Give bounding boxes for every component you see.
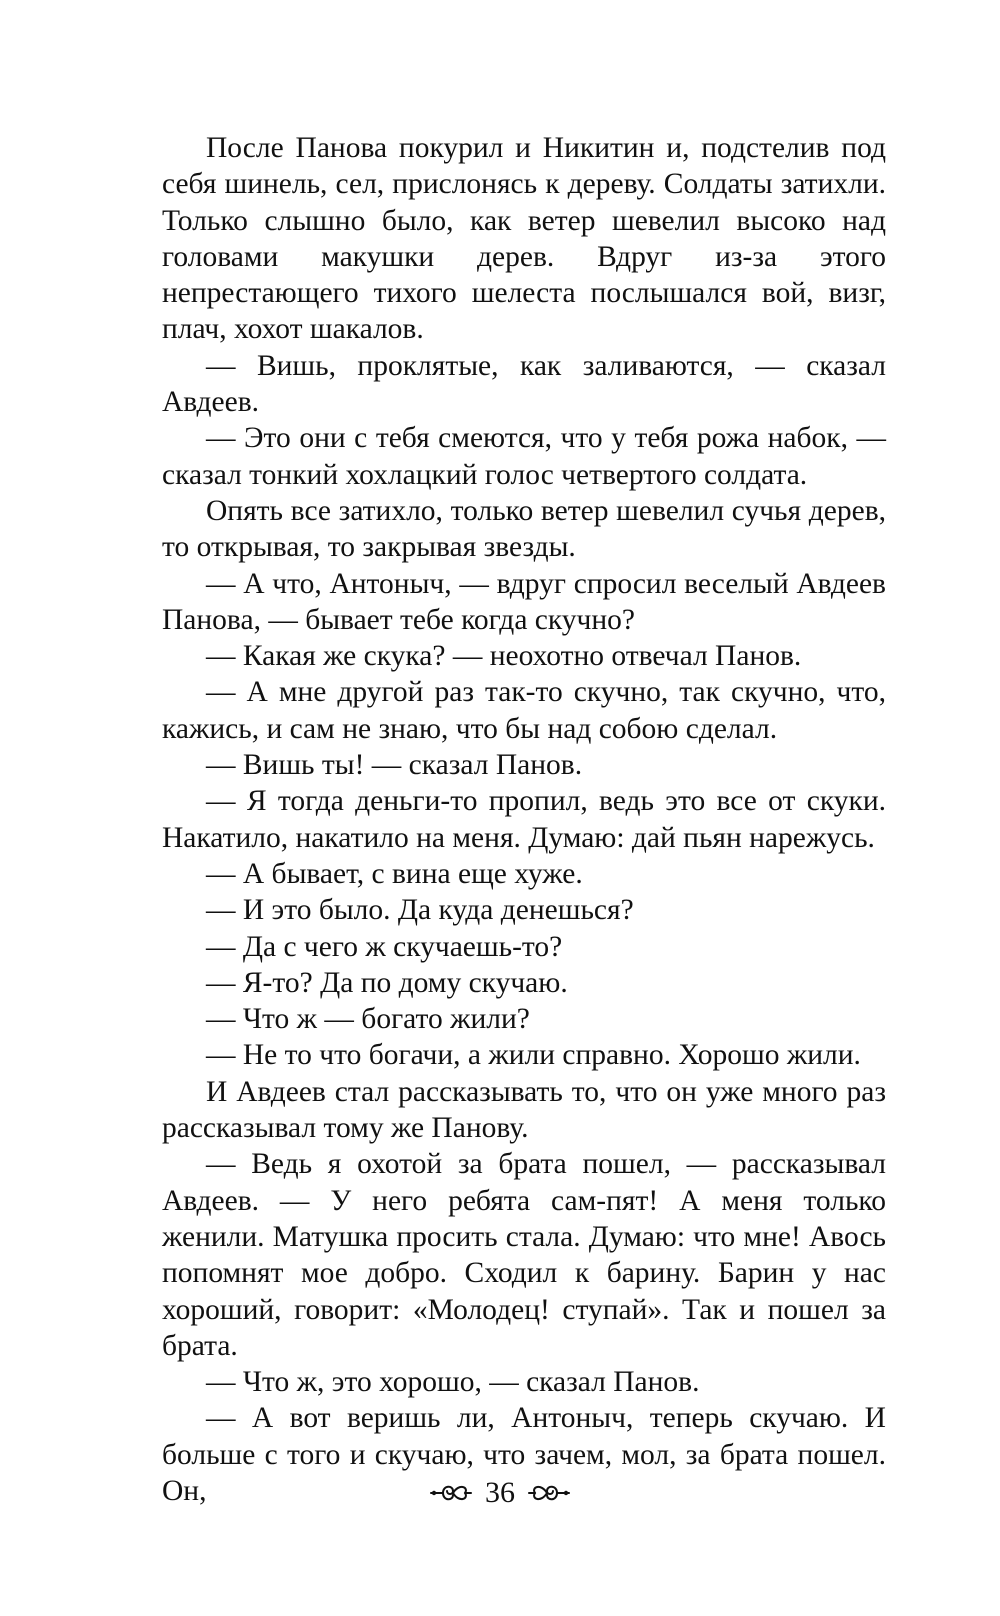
paragraph: — Ведь я охотой за брата пошел, — рассказывал Авдеев. — У него ребята сам-пят! А меня только женили. Матушка просить стала. Думаю: что мне! Авось попомнят мое добро. Сходил к барину. Барин у нас хороший, говорит: «Молодец! ступай». Так и пошел за брата. bbox=[162, 1148, 886, 1362]
paragraph: — А бывает, с вина еще хуже. bbox=[206, 857, 583, 890]
page-footer bbox=[0, 1473, 1000, 1513]
paragraph: — А что, Антоныч, — вдруг спросил веселый Авдеев Панова, — бывает тебе когда скучно? bbox=[162, 567, 886, 636]
paragraph: — Какая же скука? — неохотно отвечал Панов. bbox=[206, 640, 802, 673]
floral-flourish-icon bbox=[527, 1479, 571, 1507]
body-text bbox=[162, 130, 886, 1509]
paragraph: После Панова покурил и Никитин и, подстелив под себя шинель, сел, прислонясь к дереву. Солдаты затихли. Только слышно было, как ветер шевелил высоко над головами макушки дерев. Вдруг из-за этого непрестающего тихого шелеста послышался вой, визг, плач, хохот шакалов. bbox=[162, 132, 886, 346]
paragraph: — Я-то? Да по дому скучаю. bbox=[206, 966, 568, 999]
paragraph: — Что ж — богато жили? bbox=[206, 1003, 530, 1036]
floral-flourish-icon bbox=[429, 1479, 473, 1507]
paragraph: — А вот веришь ли, Антоныч, теперь скучаю. И больше с того и скучаю, что зачем, мол, за брата пошел. Он, bbox=[162, 1402, 886, 1507]
paragraph: — Я тогда деньги-то пропил, ведь это все от скуки. Накатило, накатило на меня. Думаю: дай пьян нарежусь. bbox=[162, 785, 886, 854]
paragraph: — Что ж, это хорошо, — сказал Панов. bbox=[206, 1366, 700, 1399]
paragraph: — Это они с тебя смеются, что у тебя рожа набок, — сказал тонкий хохлацкий голос четвертого солдата. bbox=[162, 422, 886, 491]
paragraph: — И это было. Да куда денешься? bbox=[206, 894, 634, 927]
paragraph: — Не то что богачи, а жили справно. Хорошо жили. bbox=[206, 1039, 861, 1072]
paragraph: Опять все затихло, только ветер шевелил сучья дерев, то открывая, то закрывая звезды. bbox=[162, 494, 886, 564]
paragraph: И Авдеев стал рассказывать то, что он уже много раз рассказывал тому же Панову. bbox=[162, 1075, 886, 1145]
paragraph: — Вишь, проклятые, как заливаются, — сказал Авдеев. bbox=[162, 349, 886, 419]
paragraph: — Вишь ты! — сказал Панов. bbox=[206, 749, 583, 782]
page-number: 36 bbox=[485, 1476, 515, 1509]
paragraph: — Да с чего ж скучаешь-то? bbox=[206, 930, 563, 963]
paragraph: — А мне другой раз так-то скучно, так скучно, что, кажись, и сам не знаю, что бы над собою сделал. bbox=[162, 676, 886, 745]
